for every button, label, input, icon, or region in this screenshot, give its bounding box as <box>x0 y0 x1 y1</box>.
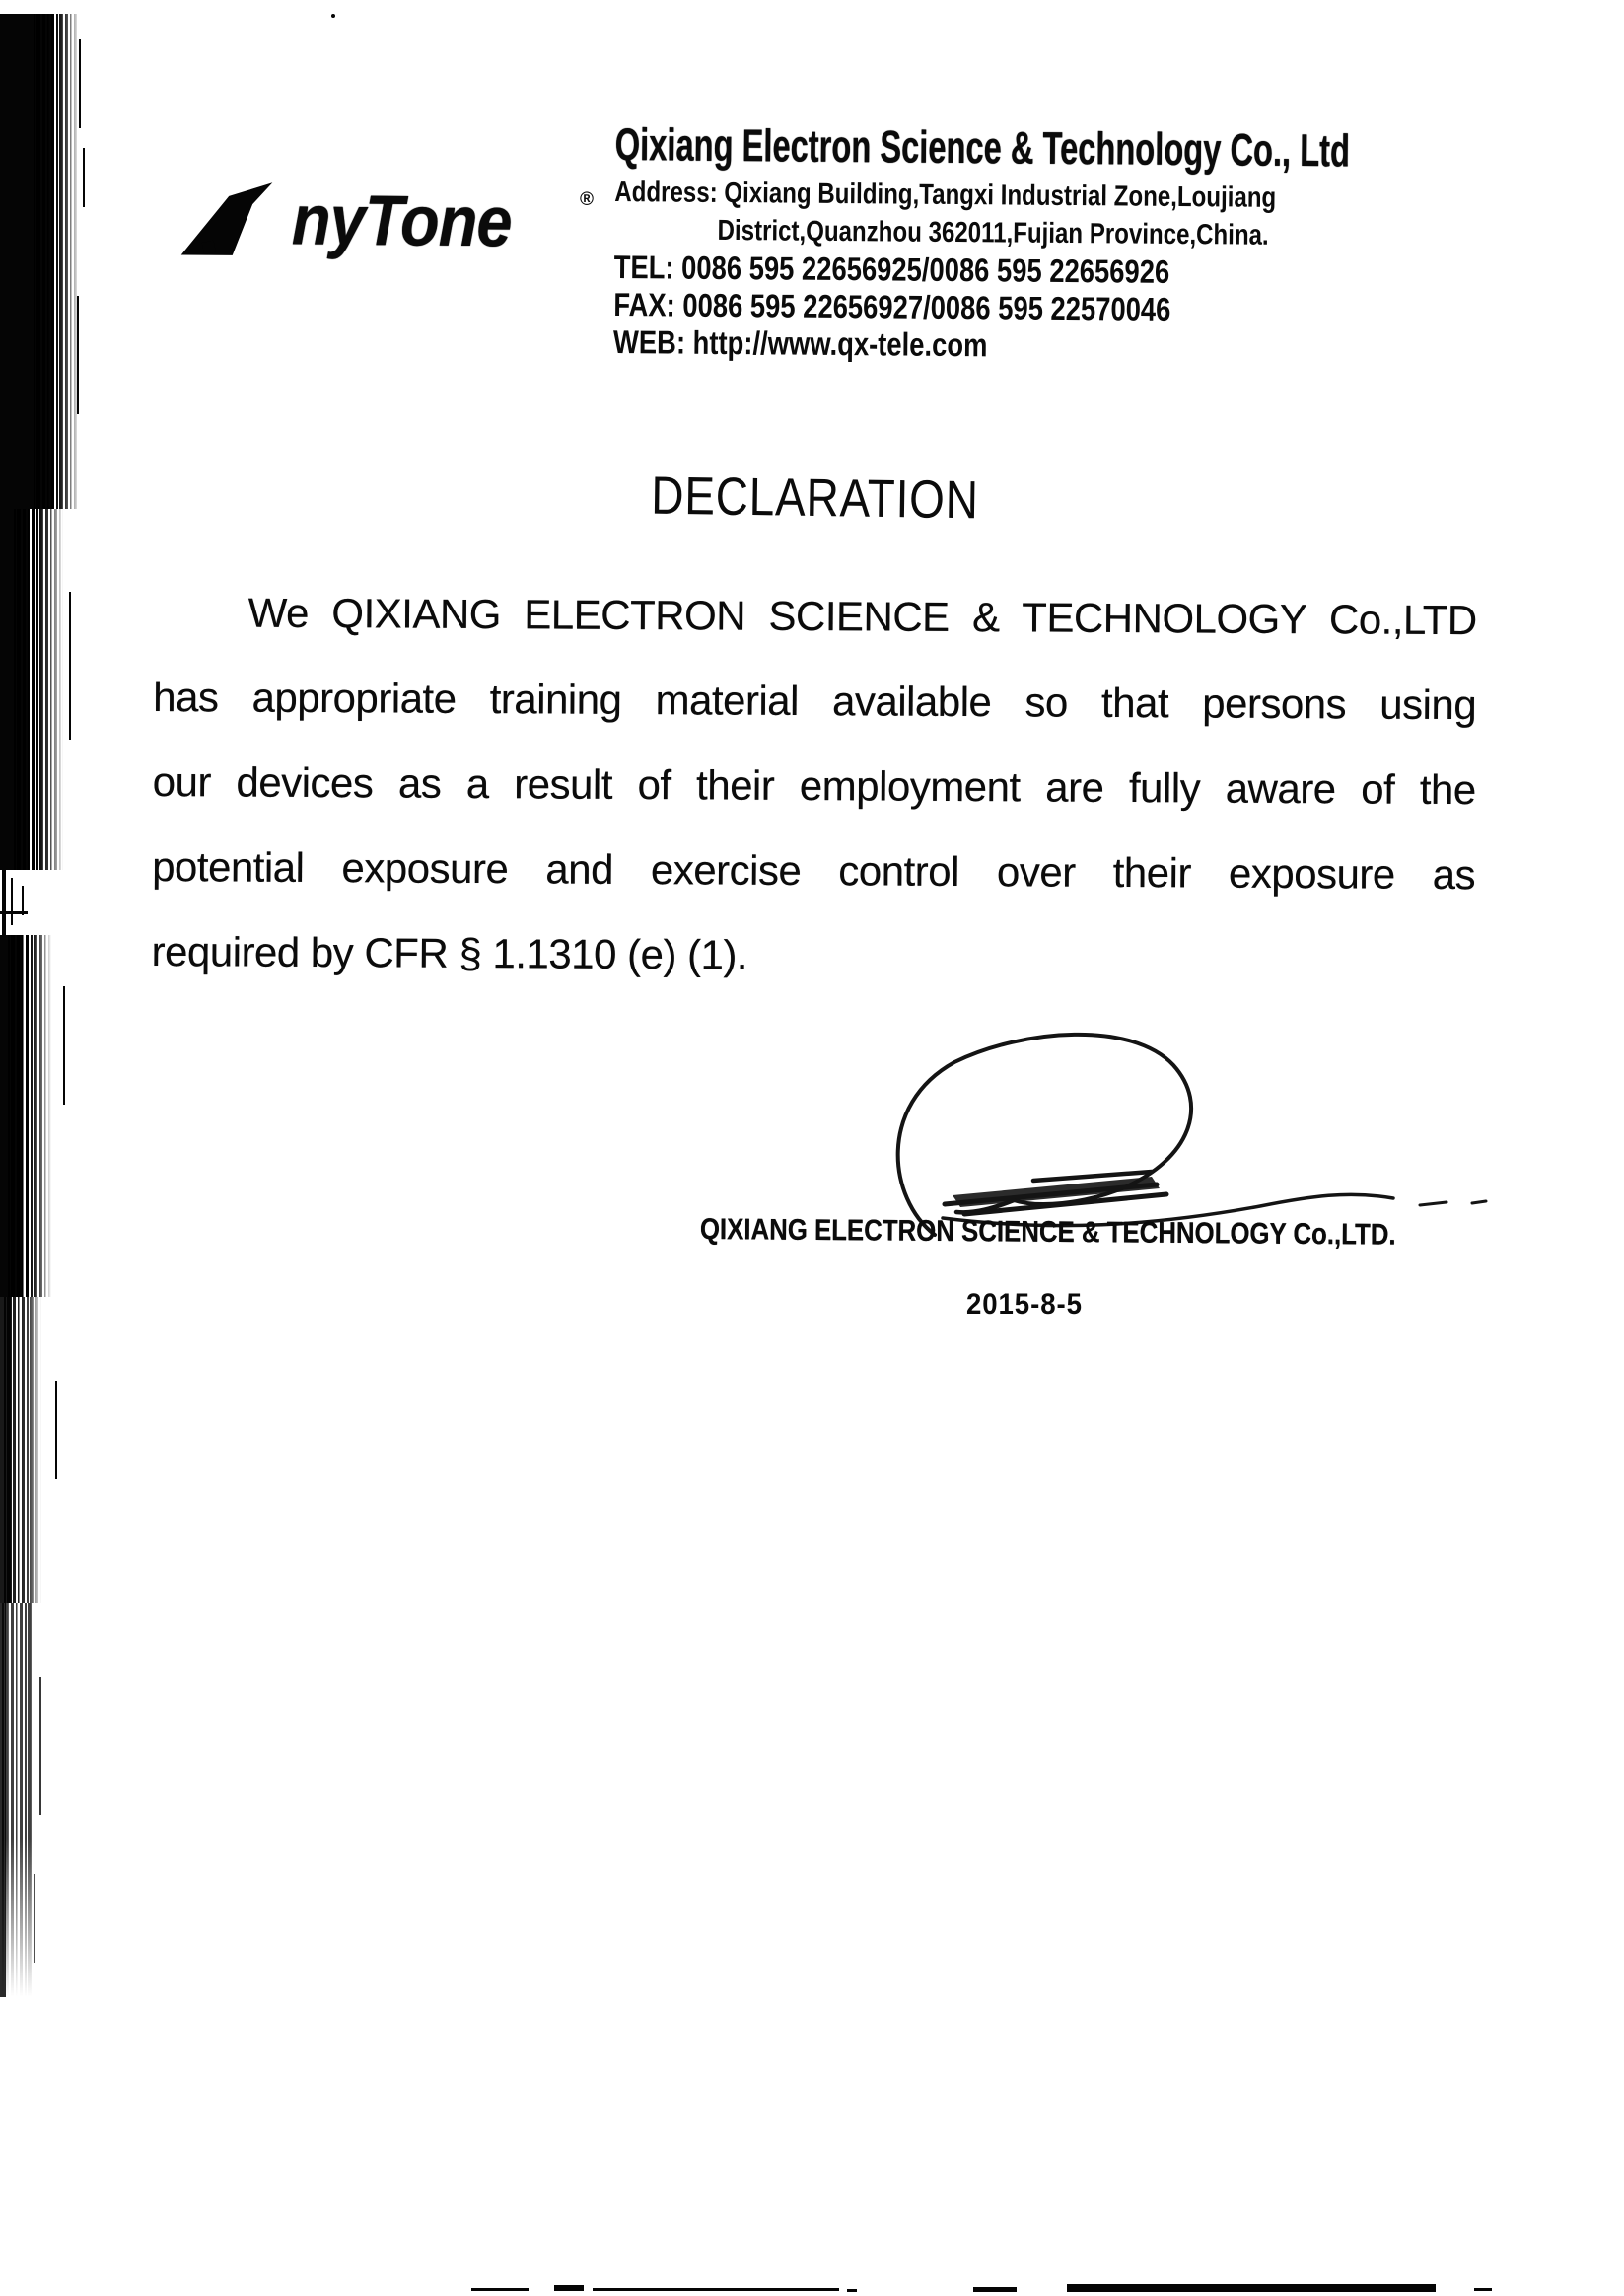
scan-streak-hairline <box>79 39 81 128</box>
scan-streak-hairline <box>83 148 85 207</box>
declaration-title-row <box>154 459 1478 538</box>
page-title: DECLARATION <box>651 466 980 531</box>
body-line: has appropriate training material available so that persons using <box>153 673 1477 729</box>
scan-speck <box>331 14 335 18</box>
anytone-logo-text: nyTone <box>291 180 512 262</box>
body-line: required by CFR § 1.1310 (e) (1). <box>151 927 748 978</box>
scan-streak-hairline <box>0 911 28 914</box>
signature-company-name: QIXIANG ELECTRON SCIENCE & TECHNOLOGY Co.,LTD. <box>699 1213 1396 1252</box>
letterhead-tel: TEL: 0086 595 22656925/0086 595 22656926 <box>613 248 1170 290</box>
scan-streak-texture <box>34 14 79 509</box>
body-line: our devices as a result of their employment are fully aware of the <box>152 757 1476 814</box>
body-line: We QIXIANG ELECTRON SCIENCE & TECHNOLOGY Co.,LTD <box>247 589 1477 644</box>
scan-streak-hairline <box>39 1677 41 1815</box>
anytone-logo <box>176 179 536 263</box>
letterhead-company-name: Qixiang Electron Science & Technology Co., Ltd <box>614 118 1351 177</box>
scan-streak-hairline <box>69 592 71 740</box>
scan-streak-texture <box>2 1603 32 1997</box>
handwritten-signature <box>826 1011 1507 1248</box>
scan-streak-texture <box>8 935 51 1297</box>
scan-streak-hairline <box>2 870 6 935</box>
scan-streak-hairline <box>55 1381 57 1479</box>
scan-streak-hairline <box>63 986 65 1105</box>
body-line: potential exposure and exercise control over their exposure as <box>152 842 1476 898</box>
signature-date: 2015-8-5 <box>966 1288 1083 1321</box>
declaration-body <box>151 570 1477 1002</box>
company-letterhead <box>613 118 1624 370</box>
scan-streak-hairline <box>11 878 13 925</box>
anytone-logo-a-icon <box>176 179 293 261</box>
registered-trademark-icon: ® <box>580 189 594 210</box>
letterhead-web: WEB: http://www.qx-tele.com <box>612 323 988 364</box>
letterhead-fax: FAX: 0086 595 22656927/0086 595 22570046 <box>613 285 1171 327</box>
letterhead-address-line2: District,Quanzhou 362011,Fujian Province,China. <box>717 214 1269 251</box>
scan-streak-texture <box>4 1297 41 1603</box>
scan-streak-texture <box>14 509 63 870</box>
scan-streak-hairline <box>77 296 79 414</box>
letterhead-address-line1: Address: Qixiang Building,Tangxi Industrial Zone,Loujiang <box>614 176 1277 214</box>
scan-streak-hairline <box>34 1874 35 1963</box>
